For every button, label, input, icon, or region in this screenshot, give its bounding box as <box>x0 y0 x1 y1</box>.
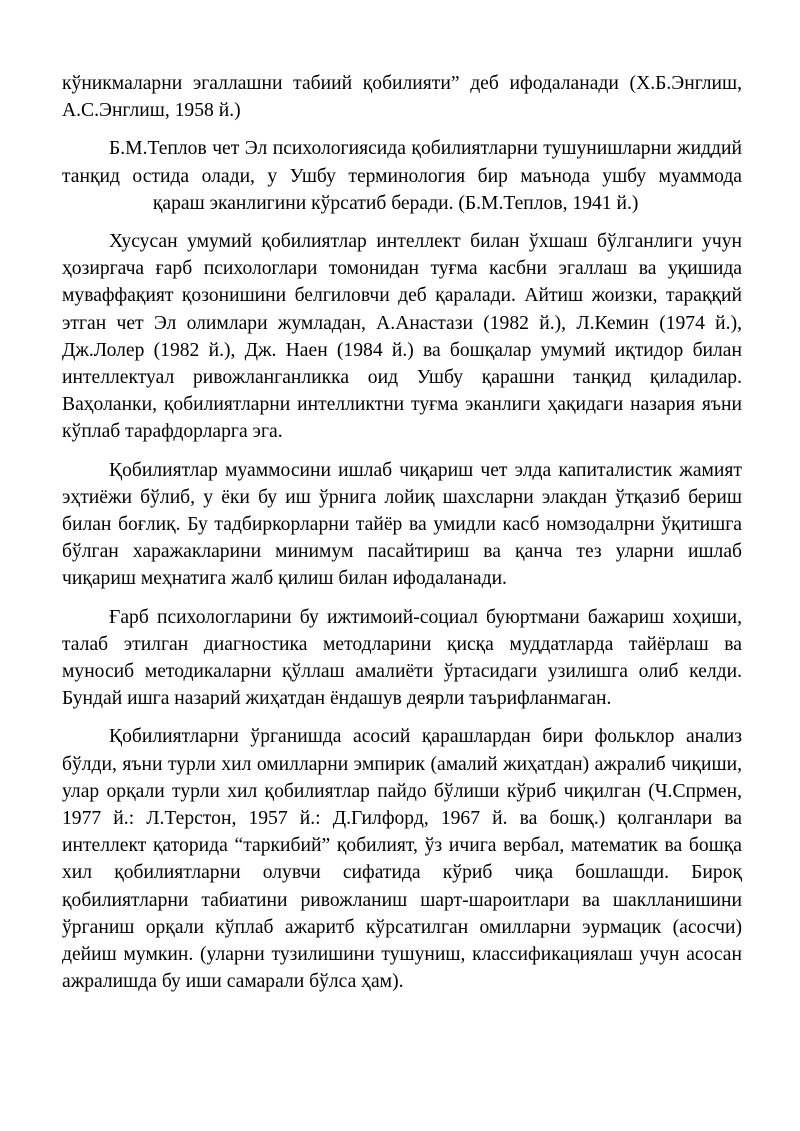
paragraph-2 <box>62 135 742 217</box>
paragraph-1: кўникмаларни эгаллашни табиий қобилияти” деб ифодаланади (Х.Б.Энглиш, А.С.Энглиш, 1958 й.) <box>62 73 742 122</box>
document-page <box>62 70 742 1007</box>
paragraph-4: Қобилиятлар муаммосини ишлаб чиқариш чет элда капиталистик жамият эҳтиёжи бўлиб, у ёки бу иш ўрнига лойиқ шахсларни элакдан ўтқазиб бериш билан боғлиқ. Бу тадбиркорларни тайёр ва умидли касб номзодалрни ўқитишга бўлган харажакларини минимум пасайтириш ва қанча тез уларни ишлаб чиқариш меҳнатига жалб қилиш билан ифодаланади. <box>62 459 742 590</box>
paragraph-2-part-2: қараш эканлигини кўрсатиб беради. (Б.М.Теплов, 1941 й.) <box>152 192 639 214</box>
paragraph-6: Қобилиятларни ўрганишда асосий қарашлардан бири фольклор анализ бўлди, яъни турли хил омилларни эмпирик (амалий жиҳатдан) ажралиб чиқиши, улар орқали турли хил қобилиятлар пайдо бўлиши кўриб чиқилган (Ч.Спрмен, 1977 й.: Л.Терстон, 1957 й.: Д.Гилфорд, 1967 й. ва бошқ.) қолганлари ва интеллект қаторида “таркибий” қобилият, ўз ичига вербал, математик ва бошқа хил қобилиятларни олувчи сифатида кўриб чиқа бошлашди. Бироқ қобилиятларни табиатини ривожланиш шарт-шароитлари ва шаклланишини ўрганиш орқали кўплаб ажаритб кўрсатилган омилларни эурмацик (асосчи) дейиш мумкин. (уларни тузилишини тушуниш, классификациялаш учун асосан ажралишда бу иши самарали бўлса ҳам). <box>62 726 742 993</box>
paragraph-2-part-1: Б.М.Теплов чет Эл психологиясида қобилиятларни тушунишларни жиддий танқид остида олади, у Ушбу терминология бир маънода ушбу муаммода <box>62 138 742 187</box>
paragraph-5: Ғарб психологларини бу ижтимоий-социал буюртмани бажариш хоҳиши, талаб этилган диагностика методларини қисқа муддатларда тайёрлаш ва муносиб методикаларни қўллаш амалиёти ўртасидаги узилишга олиб келди. Бундай ишга назарий жиҳатдан ёндашув деярли таърифланмаган. <box>62 606 742 710</box>
paragraph-3: Хусусан умумий қобилиятлар интеллект билан ўхшаш бўлганлиги учун ҳозиргача ғарб психологлари томонидан туғма касбни эгаллаш ва уқишида муваффақият қозонишини белгиловчи деб қаралади. Айтиш жоизки, тараққий этган чет Эл олимлари жумладан, А.Анастази (1982 й.), Л.Кемин (1974 й.), Дж.Лолер (1982 й.), Дж. Наен (1984 й.) ва бошқалар умумий иқтидор билан интеллектуал ривожланганликка оид Ушбу қарашни танқид қиладилар. Ваҳоланки, қобилиятларни интелликтни туғма эканлиги ҳақидаги назария яъни кўплаб тарафдорларга эга. <box>62 231 742 443</box>
